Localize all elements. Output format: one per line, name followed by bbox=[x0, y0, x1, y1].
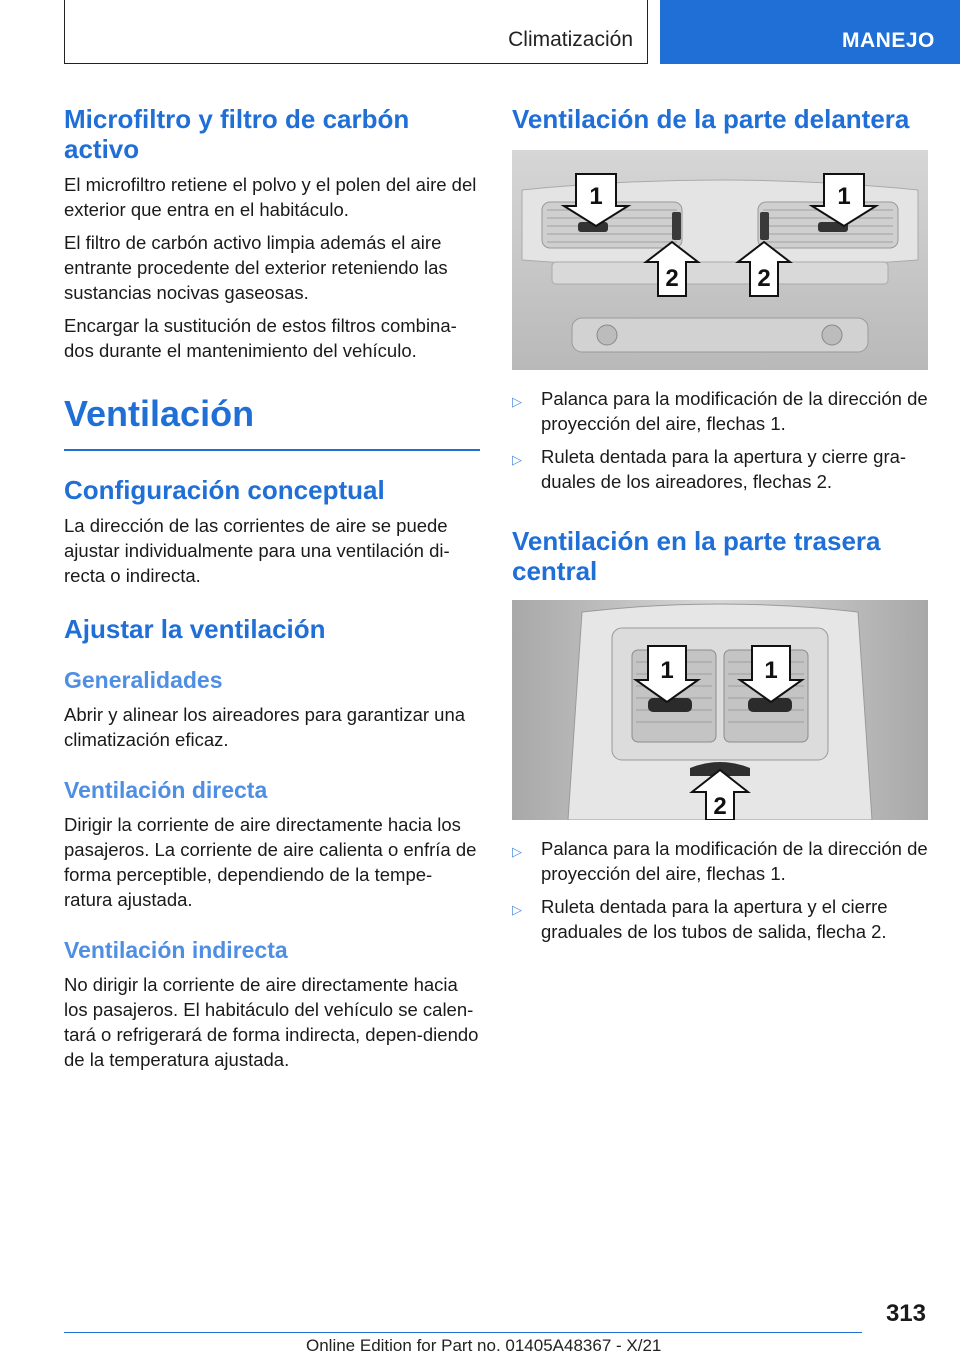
configuracion-heading: Configuración conceptual bbox=[64, 475, 385, 505]
indirecta-paragraph: No dirigir la corriente de aire directamente hacia los pasajeros. El habitáculo del vehículo se calen-tará o refrigerará de forma indirecta, depen-diendo de la temperatura ajustada. bbox=[64, 974, 479, 1070]
indirecta-heading: Ventilación indirecta bbox=[64, 937, 288, 963]
footer-edition-text: Online Edition for Part no. 01405A48367 - X/21 bbox=[306, 1336, 662, 1355]
left-column bbox=[64, 104, 480, 1072]
list-item bbox=[512, 386, 928, 436]
right-column bbox=[512, 104, 928, 952]
rear-vents-list bbox=[512, 836, 928, 944]
microfiltro-paragraph-1: El microfiltro retiene el polvo y el polen del aire del exterior que entra en el habitáculo. bbox=[64, 174, 477, 220]
list-item bbox=[512, 836, 928, 886]
header-chapter-label: MANEJO bbox=[842, 29, 935, 52]
microfiltro-paragraph-3: Encargar la sustitución de estos filtros combina-dos durante el mantenimiento del vehículo. bbox=[64, 315, 457, 361]
triangle-bullet-icon: ▷ bbox=[512, 394, 522, 409]
ventilacion-heading: Ventilación bbox=[64, 393, 480, 451]
front-bullet-text-2: Ruleta dentada para la apertura y cierre gra-duales de los aireadores, flechas 2. bbox=[541, 446, 907, 492]
front-vents-list bbox=[512, 386, 928, 494]
front-bullet-text-1: Palanca para la modificación de la dirección de proyección del aire, flechas 1. bbox=[541, 388, 928, 434]
front-callout-1-right: 1 bbox=[837, 183, 851, 210]
footer-divider bbox=[64, 1332, 862, 1333]
front-vents-illustration bbox=[512, 150, 928, 370]
triangle-bullet-icon: ▷ bbox=[512, 844, 522, 859]
rear-bullet-text-1: Palanca para la modificación de la dirección de proyección del aire, flechas 1. bbox=[541, 838, 928, 884]
front-callout-1-left: 1 bbox=[589, 183, 603, 210]
generalidades-paragraph: Abrir y alinear los aireadores para garantizar una climatización eficaz. bbox=[64, 704, 466, 750]
triangle-bullet-icon: ▷ bbox=[512, 902, 522, 917]
front-vents-figure bbox=[512, 150, 928, 370]
delantera-heading: Ventilación de la parte delantera bbox=[512, 104, 910, 134]
ajustar-heading: Ajustar la ventilación bbox=[64, 614, 326, 644]
rear-callout-1-right: 1 bbox=[764, 657, 778, 684]
configuracion-paragraph: La dirección de las corrientes de aire se puede ajustar individualmente para una ventilación di-recta o indirecta. bbox=[64, 515, 450, 586]
front-callout-2-left: 2 bbox=[665, 265, 679, 292]
generalidades-heading: Generalidades bbox=[64, 667, 223, 693]
header-chapter-tab bbox=[660, 0, 960, 64]
rear-callout-1-left: 1 bbox=[660, 657, 674, 684]
microfiltro-heading: Microfiltro y filtro de carbón activo bbox=[64, 104, 410, 164]
header-section-title: Climatización bbox=[508, 28, 633, 51]
trasera-heading: Ventilación en la parte trasera central bbox=[512, 526, 881, 586]
rear-callout-2: 2 bbox=[713, 793, 727, 820]
rear-vents-figure bbox=[512, 600, 928, 820]
front-callout-2-right: 2 bbox=[757, 265, 771, 292]
triangle-bullet-icon: ▷ bbox=[512, 452, 522, 467]
directa-paragraph: Dirigir la corriente de aire directamente hacia los pasajeros. La corriente de aire calienta o enfría de forma perceptible, dependiendo de la tempe-ratura ajustada. bbox=[64, 814, 477, 910]
microfiltro-paragraph-2: El filtro de carbón activo limpia además el aire entrante procedente del exterior reteniendo las sustancias nocivas gaseosas. bbox=[64, 232, 448, 303]
rear-vents-illustration bbox=[512, 600, 928, 820]
header-section-box bbox=[64, 0, 648, 64]
list-item bbox=[512, 444, 928, 494]
directa-heading: Ventilación directa bbox=[64, 777, 268, 803]
list-item bbox=[512, 894, 928, 944]
rear-bullet-text-2: Ruleta dentada para la apertura y el cierre graduales de los tubos de salida, flecha 2. bbox=[541, 896, 888, 942]
page-number: 313 bbox=[885, 1300, 926, 1327]
